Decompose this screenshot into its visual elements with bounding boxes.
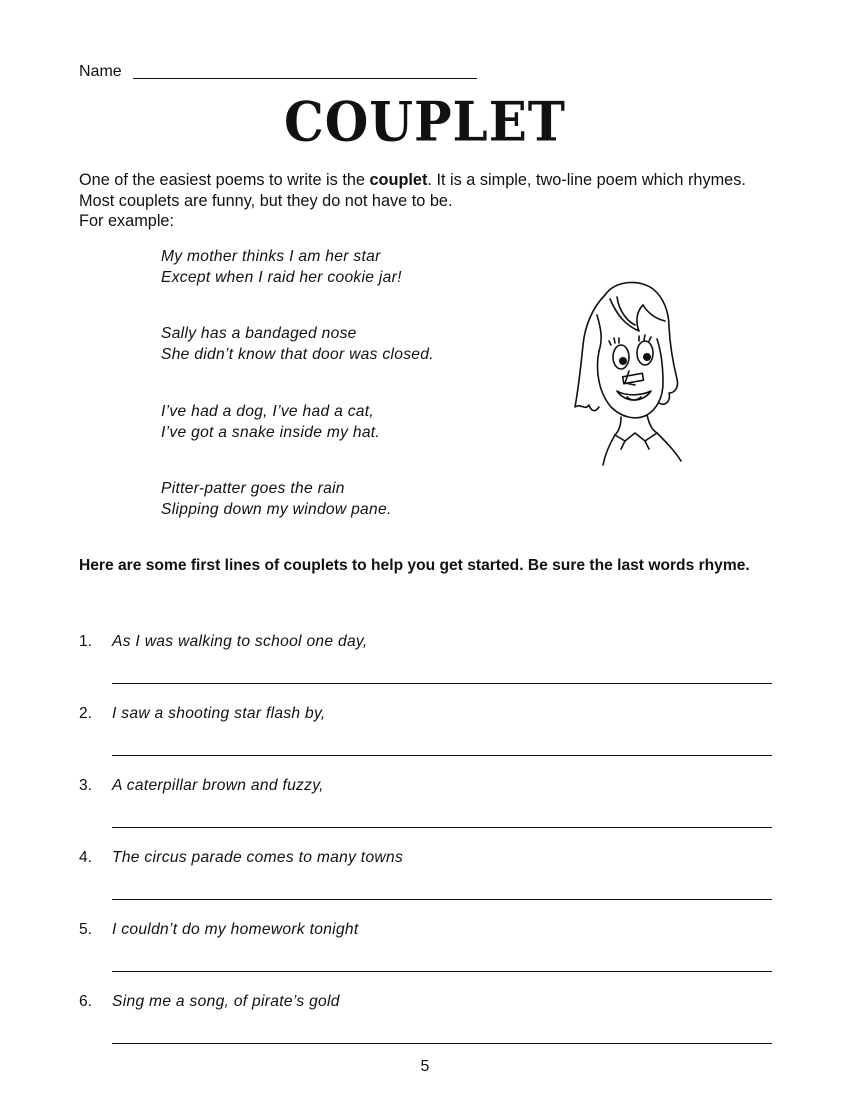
couplet-line: I’ve got a snake inside my hat. bbox=[161, 424, 381, 441]
example-couplet bbox=[161, 401, 380, 443]
page-number: 5 bbox=[420, 1058, 430, 1075]
couplet-line: She didn’t know that door was closed. bbox=[161, 346, 434, 363]
prompt-first-line: I couldn’t do my homework tonight bbox=[112, 921, 359, 938]
prompt-number: 4. bbox=[79, 849, 93, 866]
answer-line[interactable] bbox=[112, 899, 772, 900]
couplet-line: My mother thinks I am her star bbox=[161, 248, 381, 265]
intro-text-before: One of the easiest poems to write is the bbox=[79, 171, 370, 189]
prompt-first-line: The circus parade comes to many towns bbox=[112, 849, 404, 866]
answer-line[interactable] bbox=[112, 683, 772, 684]
intro-text-after: . It is a simple, two-line poem which rhymes. Most couplets are funny, but they do not have to be. bbox=[79, 171, 746, 210]
couplet-line: Pitter-patter goes the rain bbox=[161, 480, 345, 497]
prompt-number: 1. bbox=[79, 633, 93, 650]
prompt-number: 3. bbox=[79, 777, 93, 794]
prompt-number: 6. bbox=[79, 993, 93, 1010]
prompt-first-line: As I was walking to school one day, bbox=[112, 633, 368, 650]
couplet-line: Sally has a bandaged nose bbox=[161, 325, 357, 342]
prompt-first-line: I saw a shooting star flash by, bbox=[112, 705, 326, 722]
instructions: Here are some first lines of couplets to help you get started. Be sure the last words rhyme. bbox=[79, 557, 750, 574]
couplet-line: Slipping down my window pane. bbox=[161, 501, 392, 518]
intro-term: couplet bbox=[369, 171, 428, 189]
cartoon-girl-face-icon bbox=[565, 275, 690, 470]
answer-line[interactable] bbox=[112, 971, 772, 972]
couplet-line: I’ve had a dog, I’ve had a cat, bbox=[161, 403, 375, 420]
intro-paragraph bbox=[79, 170, 779, 232]
intro-lead: For example: bbox=[79, 212, 175, 230]
example-couplet bbox=[161, 323, 434, 365]
answer-line[interactable] bbox=[112, 1043, 772, 1044]
prompt-number: 2. bbox=[79, 705, 93, 722]
example-couplet bbox=[161, 478, 392, 520]
page-title: COUPLET bbox=[283, 89, 567, 154]
name-input-line[interactable] bbox=[133, 78, 477, 79]
prompt-first-line: Sing me a song, of pirate’s gold bbox=[112, 993, 340, 1010]
answer-line[interactable] bbox=[112, 755, 772, 756]
example-couplet bbox=[161, 246, 402, 288]
name-label: Name bbox=[79, 63, 122, 80]
couplet-line: Except when I raid her cookie jar! bbox=[161, 269, 402, 286]
prompt-first-line: A caterpillar brown and fuzzy, bbox=[112, 777, 324, 794]
prompt-number: 5. bbox=[79, 921, 93, 938]
answer-line[interactable] bbox=[112, 827, 772, 828]
